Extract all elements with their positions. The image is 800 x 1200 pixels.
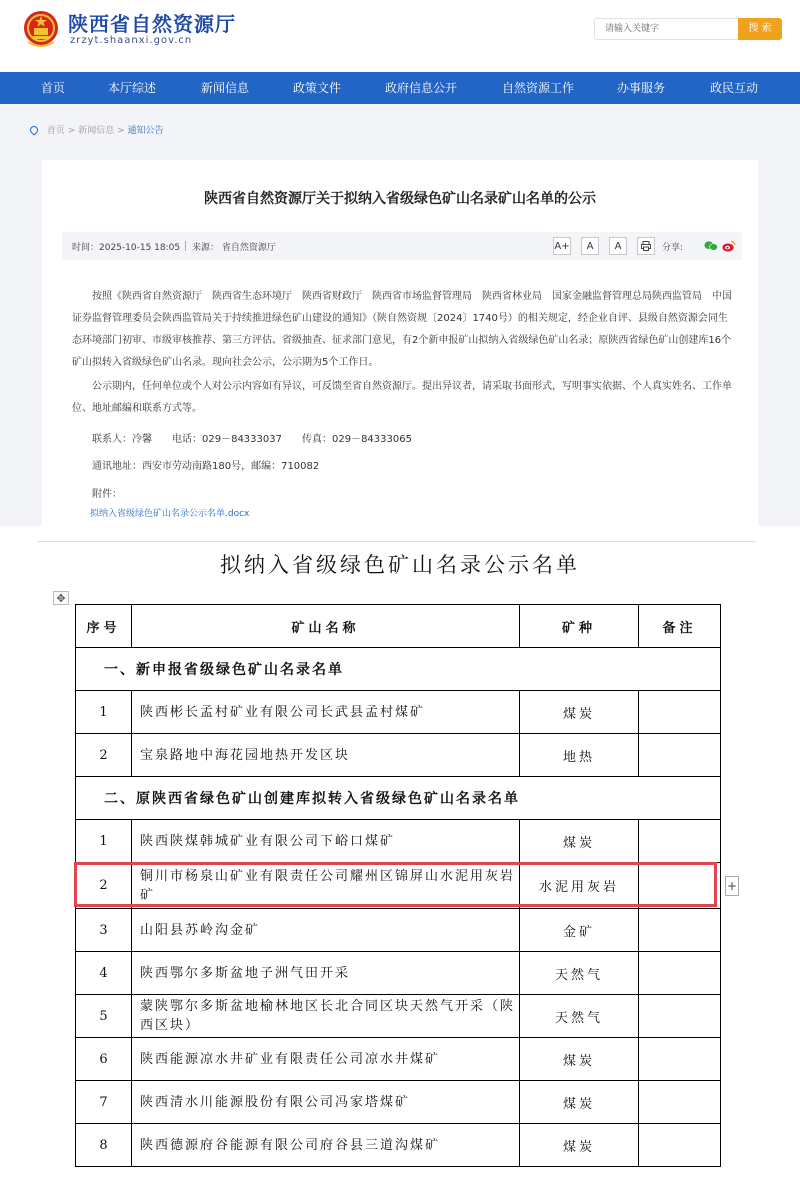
row-number: 3 xyxy=(76,909,132,952)
row-remarks xyxy=(639,1124,721,1167)
document-divider xyxy=(38,541,756,542)
row-number: 5 xyxy=(76,995,132,1038)
table-row xyxy=(76,734,721,777)
row-remarks xyxy=(639,820,721,863)
row-number: 7 xyxy=(76,1081,132,1124)
font-reset-button[interactable]: A xyxy=(609,237,627,255)
row-number: 6 xyxy=(76,1038,132,1081)
row-mineral-type: 天然气 xyxy=(520,995,639,1038)
row-remarks xyxy=(639,863,721,909)
row-mine-name: 陕西彬长孟村矿业有限公司长武县孟村煤矿 xyxy=(132,691,520,734)
row-mine-name: 陕西清水川能源股份有限公司冯家塔煤矿 xyxy=(132,1081,520,1124)
nav-item-work[interactable]: 自然资源工作 xyxy=(502,81,575,95)
row-remarks xyxy=(639,909,721,952)
national-emblem-icon xyxy=(22,8,60,50)
table-row xyxy=(76,995,721,1038)
row-remarks xyxy=(639,1038,721,1081)
row-number: 2 xyxy=(76,863,132,909)
row-remarks xyxy=(639,952,721,995)
location-pin-icon xyxy=(28,124,39,135)
row-mineral-type: 煤炭 xyxy=(520,1081,639,1124)
article-title: 陕西省自然资源厅关于拟纳入省级绿色矿山名录矿山名单的公示 xyxy=(204,191,596,207)
row-number: 2 xyxy=(76,734,132,777)
row-remarks xyxy=(639,734,721,777)
nav-item-overview[interactable]: 本厅综述 xyxy=(108,81,157,95)
main-nav xyxy=(0,72,800,104)
row-mine-name: 陕西鄂尔多斯盆地子洲气田开采 xyxy=(132,952,520,995)
header-mineral-type: 矿种 xyxy=(520,605,639,648)
table-row xyxy=(76,1124,721,1167)
search-button[interactable]: 搜 索 xyxy=(738,18,782,40)
table-row xyxy=(76,1081,721,1124)
row-mine-name: 山阳县苏岭沟金矿 xyxy=(132,909,520,952)
row-number: 1 xyxy=(76,820,132,863)
nav-item-news[interactable]: 新闻信息 xyxy=(201,81,250,95)
row-mineral-type: 煤炭 xyxy=(520,1124,639,1167)
row-mine-name: 铜川市杨泉山矿业有限责任公司耀州区锦屏山水泥用灰岩矿 xyxy=(132,863,520,909)
add-row-button[interactable]: + xyxy=(725,876,739,896)
row-remarks xyxy=(639,995,721,1038)
breadcrumb-separator: > xyxy=(67,126,76,136)
weibo-icon[interactable] xyxy=(722,240,736,252)
site-title[interactable]: 陕西省自然资源厅 xyxy=(68,12,236,36)
document-title: 拟纳入省级绿色矿山名录公示名单 xyxy=(220,553,580,577)
row-mine-name: 陕西德源府谷能源有限公司府谷县三道沟煤矿 xyxy=(132,1124,520,1167)
row-number: 8 xyxy=(76,1124,132,1167)
row-number: 4 xyxy=(76,952,132,995)
table-row xyxy=(76,863,721,909)
section-row xyxy=(76,777,721,820)
header-mine-name: 矿山名称 xyxy=(132,605,520,648)
header-number: 序号 xyxy=(76,605,132,648)
row-mineral-type: 地热 xyxy=(520,734,639,777)
row-remarks xyxy=(639,691,721,734)
nav-item-disclosure[interactable]: 政府信息公开 xyxy=(385,81,458,95)
article-paragraph-2: 公示期内，任何单位或个人对公示内容如有异议，可反馈至省自然资源厅。提出异议者，请采取书面形式，写明事实依据、个人真实姓名、工作单位、地址邮编和联系方式等。 xyxy=(72,381,732,414)
row-mine-name: 陕西陕煤韩城矿业有限公司下峪口煤矿 xyxy=(132,820,520,863)
nav-item-services[interactable]: 办事服务 xyxy=(617,81,666,95)
row-mineral-type: 水泥用灰岩 xyxy=(520,863,639,909)
row-mineral-type: 金矿 xyxy=(520,909,639,952)
font-decrease-button[interactable]: A xyxy=(581,237,599,255)
section-title: 二、原陕西省绿色矿山创建库拟转入省级绿色矿山名录名单 xyxy=(76,777,721,820)
article-paragraph-1: 按照《陕西省自然资源厅 陕西省生态环境厅 陕西省财政厅 陕西省市场监督管理局 陕西省林业局 国家金融监督管理总局陕西监管局 中国证券监督管理委员会陕西监管局关于持续推进绿色矿山建设的通知》（陕自然资规〔2024〕1740号）的相关规定，经企业自评、县级自然资源会同生态环境部门初审、市级审核推荐、第三方评估、省级抽查、征求部门意见，有2个新申报矿山拟纳入省级绿色矿山名录；原陕西省绿色矿山创建库16个矿山拟转入省级绿色矿山名录。现向社会公示，公示期为5个工作日。 xyxy=(72,291,732,368)
nav-item-interaction[interactable]: 政民互动 xyxy=(710,81,759,95)
site-domain: zrzyt.shaanxi.gov.cn xyxy=(70,35,193,46)
contact-info: 联系人：冷馨 电话：029－84333037 传真：029－84333065 xyxy=(92,434,412,445)
search-input[interactable] xyxy=(594,18,738,40)
row-mineral-type: 煤炭 xyxy=(520,820,639,863)
row-mineral-type: 煤炭 xyxy=(520,691,639,734)
article-source: 来源： 省自然资源厅 xyxy=(192,243,276,253)
table-row xyxy=(76,1038,721,1081)
mine-list-table xyxy=(75,604,721,1167)
section-title: 一、新申报省级绿色矿山名录名单 xyxy=(76,648,721,691)
row-mine-name: 蒙陕鄂尔多斯盆地榆林地区长北合同区块天然气开采（陕西区块） xyxy=(132,995,520,1038)
site-header xyxy=(0,0,800,70)
table-header-row xyxy=(76,605,721,648)
table-row xyxy=(76,691,721,734)
row-mine-name: 陕西能源凉水井矿业有限责任公司凉水井煤矿 xyxy=(132,1038,520,1081)
row-mineral-type: 煤炭 xyxy=(520,1038,639,1081)
share-label: 分享: xyxy=(662,243,684,253)
breadcrumb xyxy=(30,123,164,136)
attachment-link[interactable]: 拟纳入省级绿色矿山名录公示名单.docx xyxy=(90,509,250,519)
font-increase-button[interactable]: A+ xyxy=(553,237,571,255)
nav-item-policy[interactable]: 政策文件 xyxy=(293,81,342,95)
table-row xyxy=(76,820,721,863)
row-mineral-type: 天然气 xyxy=(520,952,639,995)
row-mine-name: 宝泉路地中海花园地热开发区块 xyxy=(132,734,520,777)
nav-item-home[interactable]: 首页 xyxy=(41,81,66,95)
table-row xyxy=(76,909,721,952)
row-remarks xyxy=(639,1081,721,1124)
section-row xyxy=(76,648,721,691)
breadcrumb-home[interactable]: 首页 xyxy=(46,126,65,136)
mailing-address: 通讯地址：西安市劳动南路180号，邮编：710082 xyxy=(92,461,320,472)
breadcrumb-separator: > xyxy=(117,126,125,136)
table-move-handle-icon[interactable]: ✥ xyxy=(53,591,69,605)
attachment-label: 附件： xyxy=(92,489,122,500)
breadcrumb-current[interactable]: 通知公告 xyxy=(127,126,164,136)
wechat-icon[interactable] xyxy=(704,241,718,251)
article-time: 时间：2025-10-15 18:05 xyxy=(72,243,181,253)
meta-divider xyxy=(185,241,186,251)
row-number: 1 xyxy=(76,691,132,734)
header-remarks: 备注 xyxy=(639,605,721,648)
breadcrumb-news[interactable]: 新闻信息 xyxy=(78,126,115,136)
table-row xyxy=(76,952,721,995)
print-icon xyxy=(641,241,651,251)
print-button[interactable] xyxy=(637,237,655,255)
